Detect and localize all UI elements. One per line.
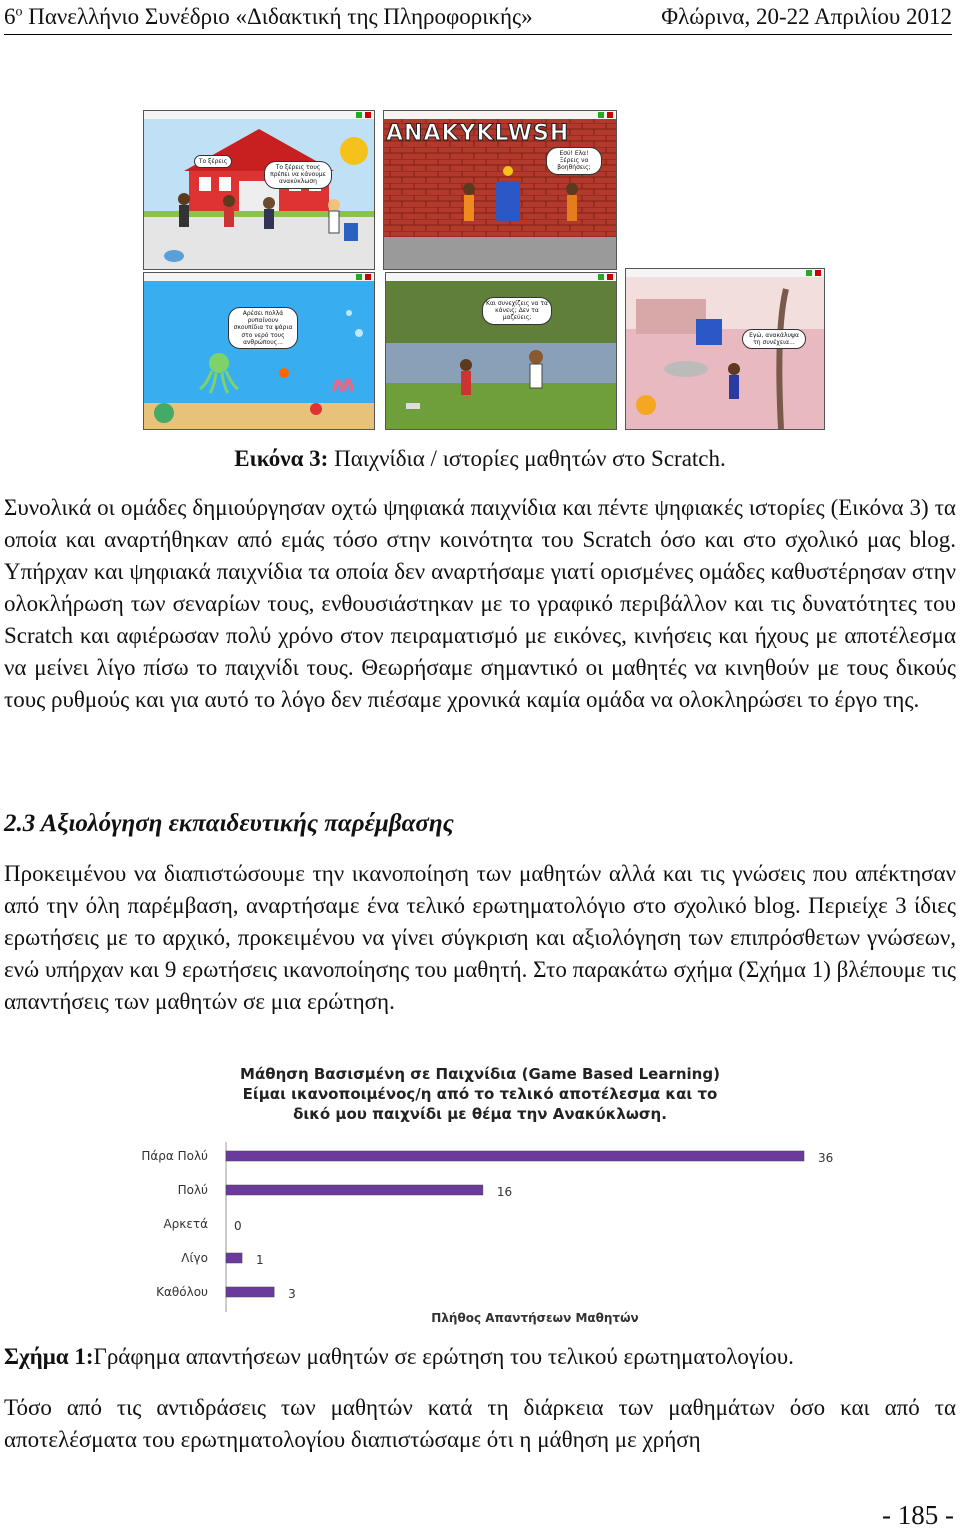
header-left: $6^o$ Πανελλήνιο Συνέδριο «Διδακτική της Πληροφορικής» — [4, 4, 533, 29]
scratch-screenshot-underwater — [143, 272, 375, 430]
category-label: Λίγο — [181, 1251, 208, 1265]
bar — [226, 1185, 483, 1195]
x-axis-label: Πλήθος Απαντήσεων Μαθητών — [431, 1311, 639, 1325]
chart-title-line-2: Είμαι ικανοποιμένος/η από το τελικό αποτέλεσμα και το — [242, 1085, 718, 1103]
paragraph-conclusion: Τόσο από τις αντιδράσεις των μαθητών κατά τη διάρκεια των μαθημάτων όσο και από τα αποτελέσματα του ερωτηματολογίου διαπιστώσαμε ότι η μάθηση με χρήση — [4, 1395, 956, 1452]
chart-title-line-1: Μάθηση Βασισμένη σε Παιχνίδια (Game Based Learning) — [240, 1065, 720, 1083]
data-label: 1 — [256, 1253, 264, 1267]
speech-bubble: Εγώ, ανακάλυψα τη συνέχεια... — [742, 329, 806, 349]
figure-1-caption: Σχήμα 1:Γράφημα απαντήσεων μαθητών σε ερώτηση του τελικού ερωτηματολογίου. — [4, 1344, 794, 1369]
bar — [226, 1287, 274, 1297]
school-scene-illustration — [144, 111, 374, 269]
category-label: Πάρα Πολύ — [141, 1149, 208, 1163]
speech-bubble: Αρέσει πολλά ρυπαίνουν σκουπίδια τα ψάρια στο νερό τους ανθρώπους... — [228, 307, 298, 349]
scratch-screenshot-recycling — [383, 110, 617, 270]
running-header — [4, 4, 952, 35]
bar — [226, 1151, 804, 1161]
speech-bubble: Εσύ! Ελα! Ξέρεις να βοηθήσεις; — [546, 147, 602, 175]
figure-3-caption: Εικόνα 3: Παιχνίδια / ιστορίες μαθητών στο Scratch. — [234, 446, 726, 471]
speech-bubble: Το ξέρεις τους πρέπει να κάνουμε ανακύκλωση — [264, 161, 332, 189]
data-label: 0 — [234, 1219, 242, 1233]
paragraph-evaluation: Προκειμένου να διαπιστώσουμε την ικανοποίηση των μαθητών αλλά και τις γνώσεις που απέκτησαν από την όλη παρέμβαση, αναρτήσαμε ένα τελικό ερωτηματολόγιο στο σχολικό blog. Περιείχε 3 ίδιες ερωτήσεις με το αρχικό, προκειμένου να γίνει σύγκριση και αξιολόγηση των επιπρόσθετων γνώσεων, ενώ υπήρχαν και 9 ερωτήσεις ικανοποίησης του μαθητή. Στο παρακάτω σχήμα (Σχήμα 1) βλέπουμε τις απαντήσεις των μαθητών σε μια ερώτηση. — [4, 861, 956, 1014]
scratch-screenshot-courtyard — [625, 268, 825, 430]
scratch-screenshot-school — [143, 110, 375, 270]
category-label: Πολύ — [177, 1183, 208, 1197]
chart-title-line-3: δικό μου παιχνίδι με θέμα την Ανακύκλωση. — [293, 1105, 667, 1123]
data-label: 36 — [818, 1151, 834, 1165]
satisfaction-bar-chart — [110, 1060, 850, 1330]
category-label: Καθόλου — [156, 1285, 208, 1299]
scratch-screenshot-park — [385, 272, 617, 430]
data-label: 16 — [496, 1185, 513, 1199]
data-label: 3 — [288, 1287, 296, 1301]
category-label: Αρκετά — [163, 1217, 208, 1231]
section-heading: 2.3 Αξιολόγηση εκπαιδευτικής παρέμβασης — [4, 810, 454, 837]
speech-bubble: Και συνεχίζεις να τα κάνεις; Δεν τα μαζεύεις; — [482, 297, 552, 325]
chart-plot-area — [110, 1060, 850, 1330]
underwater-scene-illustration — [144, 273, 374, 429]
bar — [226, 1253, 242, 1263]
page-number: - 185 - — [882, 1500, 954, 1530]
header-right: Φλώρινα, 20-22 Απριλίου 2012 — [661, 4, 952, 29]
speech-bubble: Το ξέρεις — [194, 155, 232, 168]
paragraph-results: Συνολικά οι ομάδες δημιούργησαν οχτώ ψηφιακά παιχνίδια και πέντε ψηφιακές ιστορίες (Εικόνα 3) τα οποία και αναρτήθηκαν από εμάς τόσο στην κοινότητα του Scratch όσο και στο σχολικό μας blog. Υπήρχαν και ψηφιακά παιχνίδια τα οποία δεν αναρτήσαμε γιατί ορισμένες ομάδες καθυστέρησαν στην ολοκλήρωση των σεναρίων τους, ενθουσιάστηκαν με το γραφικό περιβάλλον και τις δυνατότητες του Scratch και αφιέρωσαν πολύ χρόνο στον πειραματισμό με εικόνες, κινήσεις και ήχους με αποτέλεσμα να μείνει λίγο πίσω το παιχνίδι τους. Θεωρήσαμε σημαντικό οι μαθητές να κινηθούν με τους δικούς τους ρυθμούς και για αυτό το λόγο δεν πιέσαμε χρονικά καμία ομάδα να ολοκληρώσει το έργο της. — [4, 495, 956, 712]
recycling-logo-text: ANAKYKLWSH — [386, 121, 570, 146]
